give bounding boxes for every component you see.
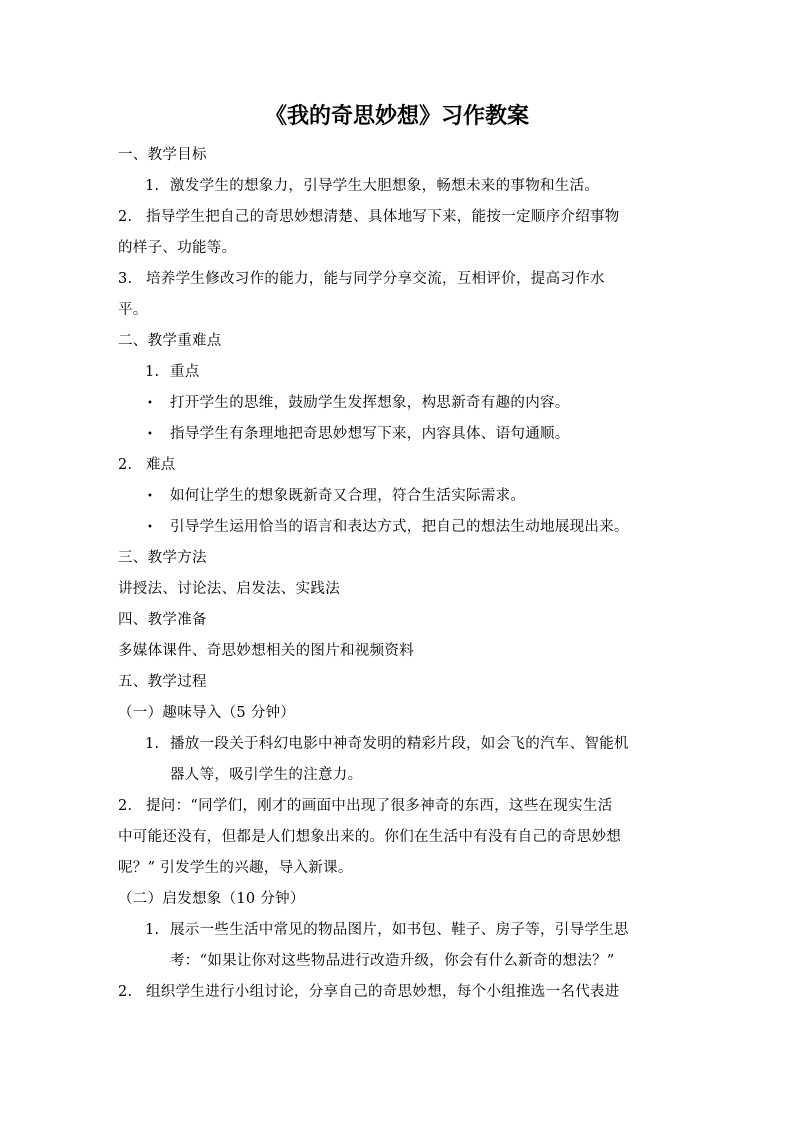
bullet-icon: • — [147, 522, 153, 533]
section-heading-key-points: 二、教学重难点 — [118, 333, 222, 349]
bullet-icon: • — [147, 429, 153, 440]
list-item-text: 的样子、功能等。 — [118, 240, 237, 256]
list-item-text: 平。 — [118, 302, 148, 318]
list-number: 3. — [118, 271, 133, 287]
section-heading-goals: 一、教学目标 — [118, 147, 207, 163]
list-item-text: 展示一些生活中常见的物品图片，如书包、鞋子、房子等，引导学生思 — [170, 922, 629, 938]
list-number: 2. — [118, 209, 133, 225]
bullet-icon: • — [147, 491, 153, 502]
section-heading-methods: 三、教学方法 — [118, 550, 207, 566]
subheading-intro: （一）趣味导入（5 分钟） — [118, 705, 296, 721]
list-number: 1. — [145, 736, 160, 752]
list-item-text: 中可能还没有，但都是人们想象出来的。你们在生活中有没有自己的奇思妙想 — [118, 829, 622, 845]
list-number: 2. — [118, 798, 133, 814]
paragraph-text: 多媒体课件、奇思妙想相关的图片和视频资料 — [118, 643, 414, 659]
subheading-key-point: 重点 — [170, 364, 200, 380]
list-item-text: 激发学生的想象力，引导学生大胆想象，畅想未来的事物和生活。 — [170, 178, 600, 194]
list-item-text: 组织学生进行小组讨论，分享自己的奇思妙想，每个小组推选一名代表进 — [146, 984, 620, 1000]
list-number: 1. — [145, 178, 160, 194]
bullet-icon: • — [147, 398, 153, 409]
list-item-text: 播放一段关于科幻电影中神奇发明的精彩片段，如会飞的汽车、智能机 — [170, 736, 629, 752]
bullet-item-text: 引导学生运用恰当的语言和表达方式，把自己的想法生动地展现出来。 — [170, 519, 629, 535]
paragraph-text: 讲授法、讨论法、启发法、实践法 — [118, 581, 340, 597]
list-number: 1. — [145, 364, 160, 380]
document-title: 《我的奇思妙想》习作教案 — [264, 103, 529, 129]
list-item-text: 器人等，吸引学生的注意力。 — [170, 767, 363, 783]
list-number: 2. — [118, 984, 133, 1000]
bullet-item-text: 指导学生有条理地把奇思妙想写下来，内容具体、语句通顺。 — [170, 426, 570, 442]
list-item-text: 培养学生修改习作的能力，能与同学分享交流，互相评价，提高习作水 — [146, 271, 605, 287]
section-heading-preparation: 四、教学准备 — [118, 612, 207, 628]
list-item-text: 呢？” 引发学生的兴趣，导入新课。 — [118, 860, 353, 876]
list-item-text: 提问：“同学们，刚才的画面中出现了很多神奇的东西，这些在现实生活 — [146, 798, 613, 814]
bullet-item-text: 如何让学生的想象既新奇又合理，符合生活实际需求。 — [170, 488, 526, 504]
list-item-text: 指导学生把自己的奇思妙想清楚、具体地写下来，能按一定顺序介绍事物 — [146, 209, 620, 225]
section-heading-process: 五、教学过程 — [118, 674, 207, 690]
list-number: 2. — [118, 457, 133, 473]
subheading-difficulty: 难点 — [146, 457, 176, 473]
list-number: 1. — [145, 922, 160, 938]
list-item-text: 考：“如果让你对这些物品进行改造升级，你会有什么新奇的想法？” — [170, 953, 615, 969]
subheading-inspire: （二）启发想象（10 分钟） — [118, 891, 305, 907]
bullet-item-text: 打开学生的思维，鼓励学生发挥想象，构思新奇有趣的内容。 — [170, 395, 570, 411]
